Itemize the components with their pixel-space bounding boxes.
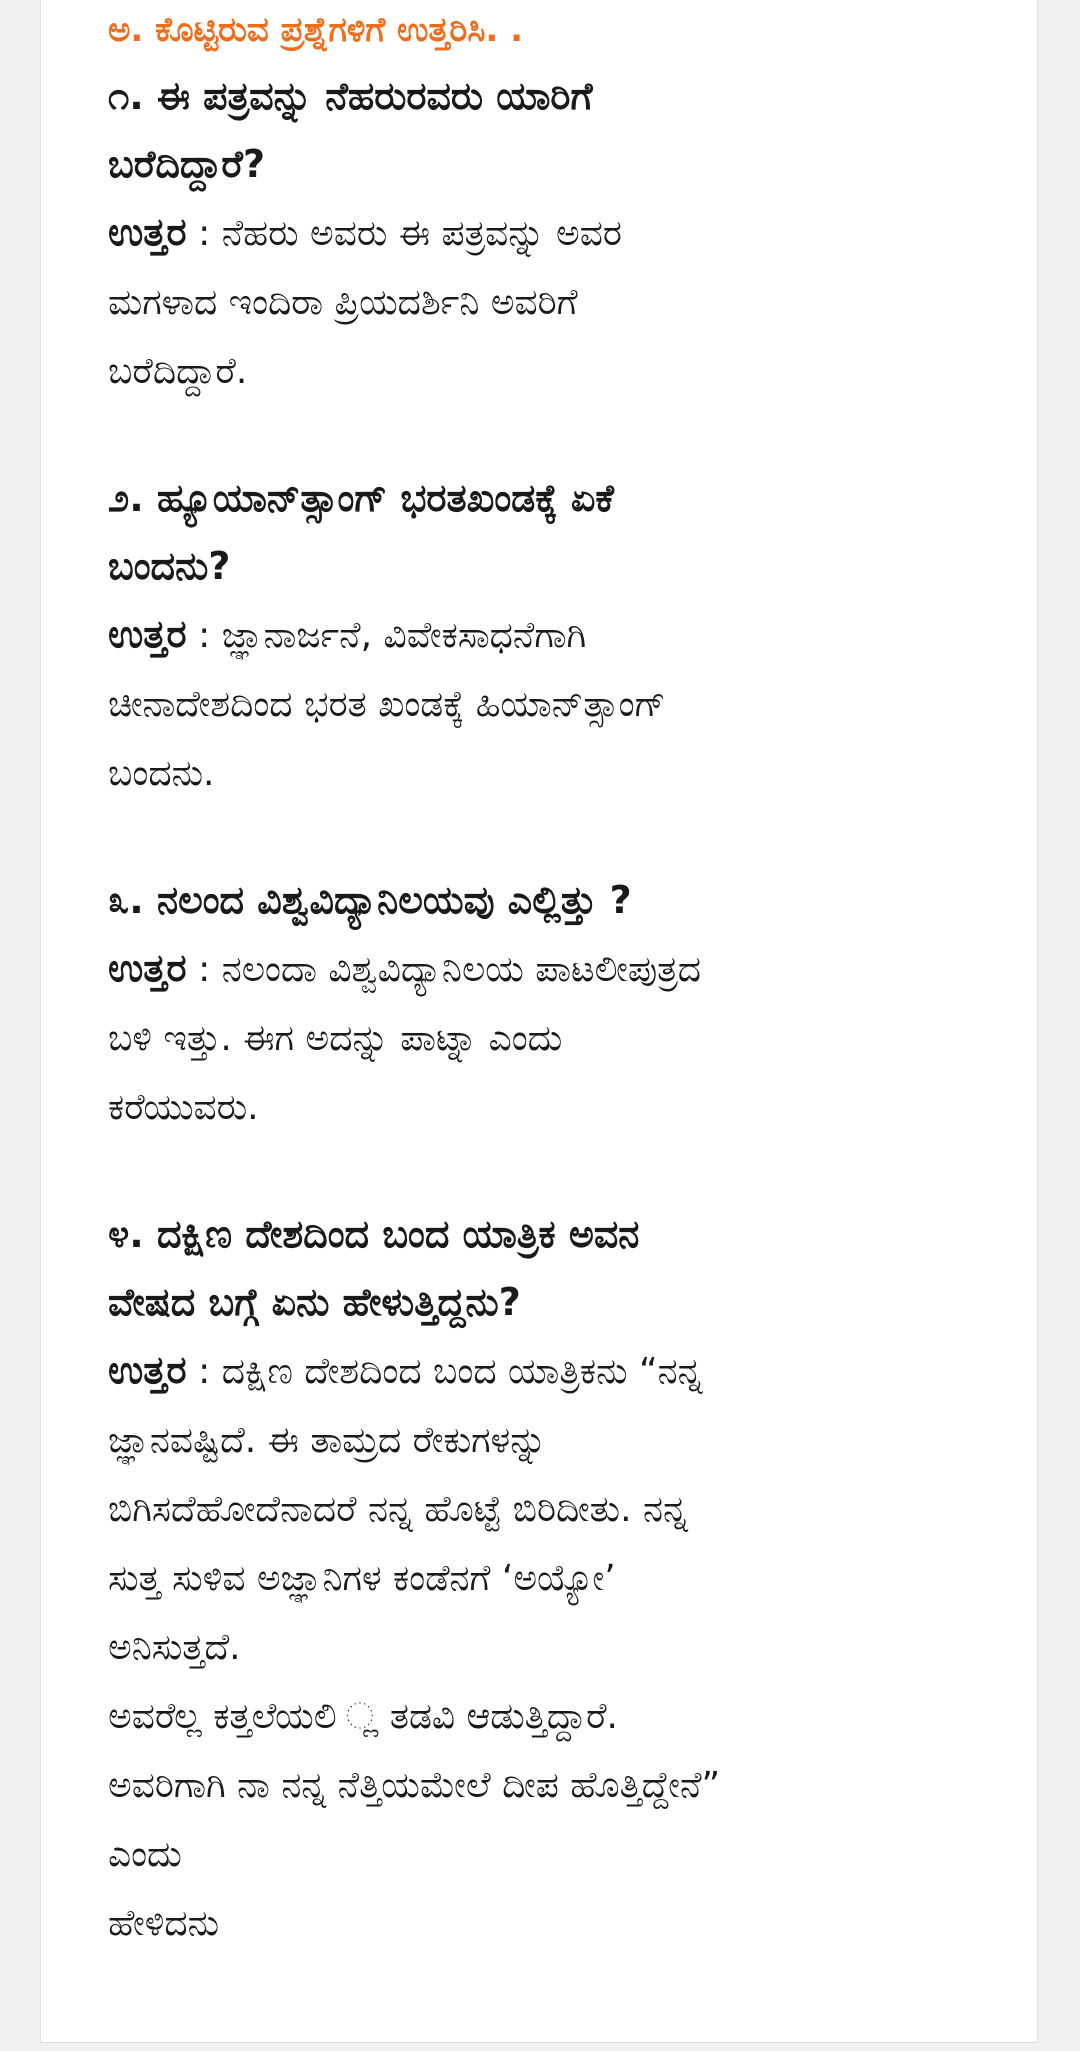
answer-line: ಅವರೆಲ್ಲ ಕತ್ತಲೆಯಲಿ ್ಲ ತಡವಿ ಆಡುತ್ತಿದ್ದಾರೆ. xyxy=(108,1696,618,1737)
question-line: ೨. ಹ್ಯೂಯಾನ್‌ತ್ಸಾಂಗ್ ಭರತಖಂಡಕ್ಕೆ ಏಕೆ xyxy=(108,476,614,520)
article-page xyxy=(40,0,1038,2043)
article-content xyxy=(108,0,1008,2016)
answer-line xyxy=(108,600,1008,670)
answer-label: ಉತ್ತರ xyxy=(108,1348,187,1392)
question-line: ಬಂದನು? xyxy=(108,544,231,588)
answer-line: ಎಂದು xyxy=(108,1834,182,1875)
answer-label: ಉತ್ತರ xyxy=(108,612,187,656)
qa-item-2 xyxy=(108,464,1008,808)
answer-text: : ನೆಹರು ಅವರು ಈ ಪತ್ರವನ್ನು ಅವರ xyxy=(186,213,622,254)
answer-line: ಸುತ್ತ ಸುಳಿವ ಅಜ್ಞಾನಿಗಳ ಕಂಡೆನಗೆ ‘ಅಯ್ಯೋ’ xyxy=(108,1558,616,1599)
answer-line xyxy=(108,934,1008,1004)
answer-line: ಚೀನಾದೇಶದಿಂದ ಭರತ ಖಂಡಕ್ಕೆ ಹಿಯಾನ್‌ತ್ಸಾಂಗ್ xyxy=(108,684,666,725)
answer-4 xyxy=(108,1336,1008,1958)
answer-1 xyxy=(108,198,1008,406)
answer-line: ಮಗಳಾದ ಇಂದಿರಾ ಪ್ರಿಯದರ್ಶಿನಿ ಅವರಿಗೆ xyxy=(108,282,578,323)
answer-line: ಅನಿಸುತ್ತದೆ. xyxy=(108,1627,241,1668)
section-heading: ಅ. ಕೊಟ್ಟಿರುವ ಪ್ರಶ್ನೆಗಳಿಗೆ ಉತ್ತರಿಸಿ. . xyxy=(108,10,524,50)
qa-item-1 xyxy=(108,62,1008,406)
answer-text: : ಜ್ಞಾನಾರ್ಜನೆ, ವಿವೇಕಸಾಧನೆಗಾಗಿ xyxy=(186,615,587,656)
question-line: ೩. ನಲಂದ ವಿಶ್ವವಿದ್ಯಾನಿಲಯವು ಎಲ್ಲಿತ್ತು ? xyxy=(108,878,632,922)
answer-label: ಉತ್ತರ xyxy=(108,210,187,254)
question-3 xyxy=(108,866,1008,934)
question-line: ವೇಷದ ಬಗ್ಗೆ ಏನು ಹೇಳುತ್ತಿದ್ದನು? xyxy=(108,1280,521,1324)
answer-line: ಹೇಳಿದನು xyxy=(108,1903,220,1944)
answer-2 xyxy=(108,600,1008,808)
question-line: ೧. ಈ ಪತ್ರವನ್ನು ನೆಹರುರವರು ಯಾರಿಗೆ xyxy=(108,74,593,118)
answer-line xyxy=(108,198,1008,268)
answer-text: : ನಲಂದಾ ವಿಶ್ವವಿದ್ಯಾನಿಲಯ ಪಾಟಲೀಪುತ್ರದ xyxy=(186,949,702,990)
answer-3 xyxy=(108,934,1008,1142)
answer-line xyxy=(108,1336,1008,1406)
answer-line: ಕರೆಯುವರು. xyxy=(108,1087,259,1128)
question-line: ಬರೆದಿದ್ದಾರೆ? xyxy=(108,142,265,186)
question-2 xyxy=(108,464,1008,600)
question-line: ೪. ದಕ್ಷಿಣ ದೇಶದಿಂದ ಬಂದ ಯಾತ್ರಿಕ ಅವನ xyxy=(108,1212,640,1256)
question-4 xyxy=(108,1200,1008,1336)
answer-label: ಉತ್ತರ xyxy=(108,946,187,990)
answer-line: ಬರೆದಿದ್ದಾರೆ. xyxy=(108,351,248,392)
answer-line: ಅವರಿಗಾಗಿ ನಾ ನನ್ನ ನೆತ್ತಿಯಮೇಲೆ ದೀಪ ಹೊತ್ತಿದ್ದೇನೆ” xyxy=(108,1765,721,1806)
qa-item-4 xyxy=(108,1200,1008,1958)
question-1 xyxy=(108,62,1008,198)
answer-line: ಬಿಗಿಸದೆಹೋದೆನಾದರೆ ನನ್ನ ಹೊಟ್ಟೆ ಬಿರಿದೀತು. ನನ್ನ xyxy=(108,1489,688,1530)
answer-text: : ದಕ್ಷಿಣ ದೇಶದಿಂದ ಬಂದ ಯಾತ್ರಿಕನು “ನನ್ನ xyxy=(186,1351,703,1392)
answer-line: ಬಂದನು. xyxy=(108,753,215,794)
answer-line: ಬಳಿ ಇತ್ತು. ಈಗ ಅದನ್ನು ಪಾಟ್ನಾ ಎಂದು xyxy=(108,1018,563,1059)
qa-item-3 xyxy=(108,866,1008,1142)
answer-line: ಜ್ಞಾನವಷ್ಟಿದೆ. ಈ ತಾಮ್ರದ ರೇಕುಗಳನ್ನು xyxy=(108,1420,547,1461)
